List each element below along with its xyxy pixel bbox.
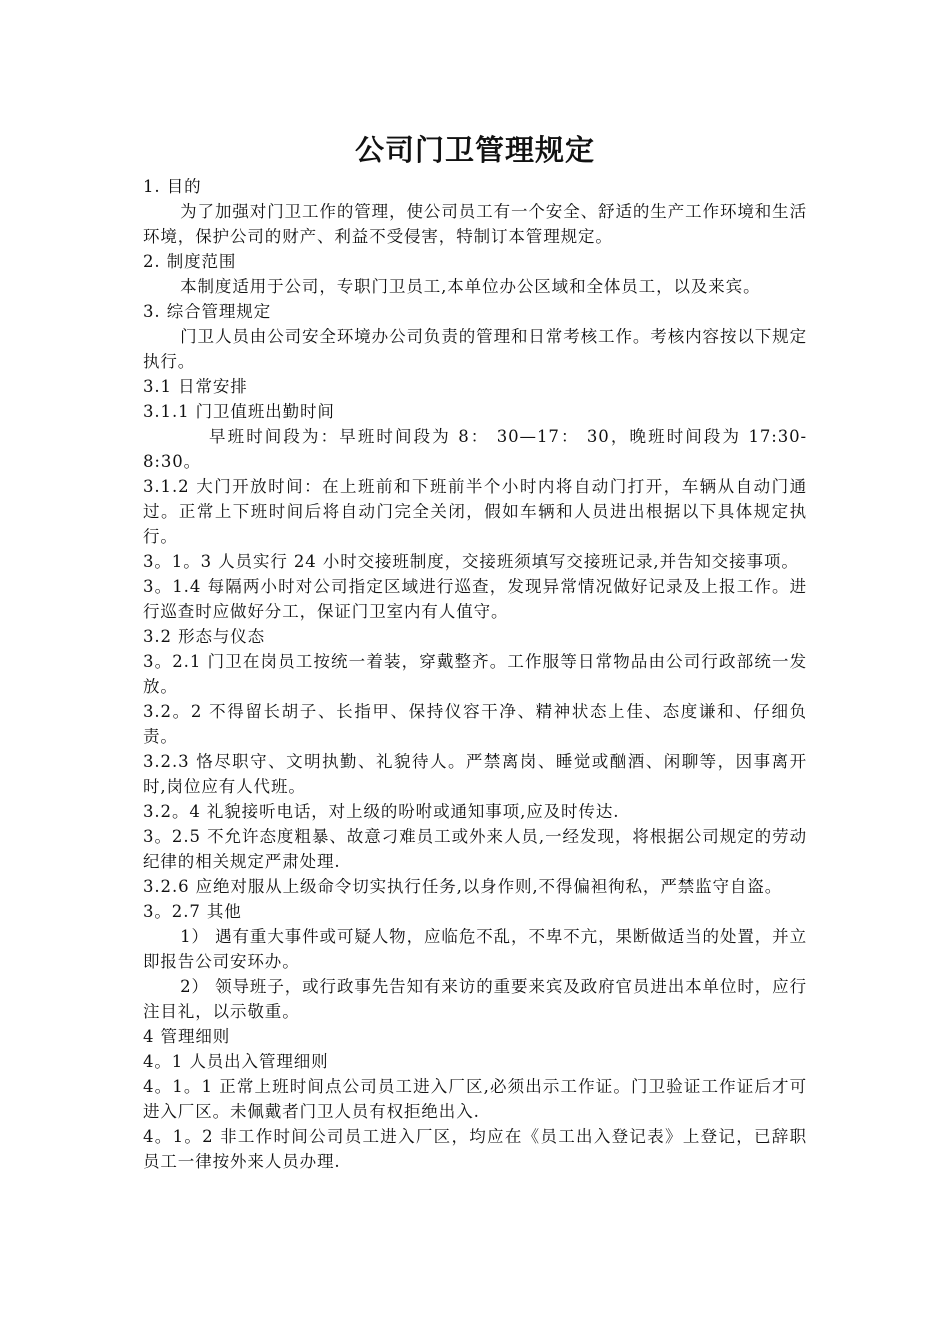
section-heading: 1. 目的: [143, 177, 202, 196]
clause-paragraph: 3.2.3 恪尽职守、文明执勤、礼貌待人。严禁离岗、睡觉或酗酒、闲聊等，因事离开时,岗位应有人代班。: [143, 752, 807, 796]
list-item: 2） 领导班子，或行政事先告知有来访的重要来宾及政府官员进出本单位时，应行注目礼，以示敬重。: [143, 977, 807, 1021]
clause-paragraph: 3.1.2 大门开放时间：在上班前和下班前半个小时内将自动门打开，车辆从自动门通过。正常上下班时间后将自动门完全关闭，假如车辆和人员进出根据以下具体规定执行。: [143, 477, 807, 546]
clause-heading: 3。2.7 其他: [143, 902, 242, 921]
subsection-heading: 4。1 人员出入管理细则: [143, 1052, 329, 1071]
clause-paragraph: 3。2.5 不允许态度粗暴、故意刁难员工或外来人员,一经发现，将根据公司规定的劳动纪律的相关规定严肃处理.: [143, 827, 807, 871]
list-item: 1） 遇有重大事件或可疑人物，应临危不乱，不卑不亢，果断做适当的处置，并立即报告公司安环办。: [143, 927, 807, 971]
body-paragraph: 门卫人员由公司安全环境办公司负责的管理和日常考核工作。考核内容按以下规定执行。: [143, 327, 807, 371]
subsection-heading: 3.1.1 门卫值班出勤时间: [143, 402, 335, 421]
body-paragraph: 早班时间段为：早班时间段为 8： 30—17： 30，晚班时间段为 17:30-8:30。: [143, 427, 807, 471]
clause-paragraph: 4。1。2 非工作时间公司员工进入厂区，均应在《员工出入登记表》上登记，已辞职员工一律按外来人员办理.: [143, 1127, 807, 1171]
clause-paragraph: 3.2。4 礼貌接听电话，对上级的吩咐或通知事项,应及时传达.: [143, 802, 620, 821]
clause-paragraph: 3。1.4 每隔两小时对公司指定区域进行巡查，发现异常情况做好记录及上报工作。进行巡查时应做好分工，保证门卫室内有人值守。: [143, 577, 807, 621]
body-paragraph: 本制度适用于公司，专职门卫员工,本单位办公区域和全体员工，以及来宾。: [180, 277, 761, 296]
subsection-heading: 3.1 日常安排: [143, 377, 248, 396]
body-paragraph: 为了加强对门卫工作的管理，使公司员工有一个安全、舒适的生产工作环境和生活环境，保护公司的财产、利益不受侵害，特制订本管理规定。: [143, 202, 807, 246]
clause-paragraph: 4。1。1 正常上班时间点公司员工进入厂区,必须出示工作证。门卫验证工作证后才可进入厂区。未佩戴者门卫人员有权拒绝出入.: [143, 1077, 807, 1121]
subsection-heading: 3.2 形态与仪态: [143, 627, 266, 646]
document-body: [143, 174, 807, 1174]
clause-paragraph: 3.2.6 应绝对服从上级命令切实执行任务,以身作则,不得偏袒徇私，严禁监守自盗。: [143, 877, 783, 896]
document-title: 公司门卫管理规定: [354, 133, 595, 167]
section-heading: 2. 制度范围: [143, 252, 237, 271]
section-heading: 3. 综合管理规定: [143, 302, 272, 321]
section-heading: 4 管理细则: [143, 1027, 231, 1046]
clause-paragraph: 3。1。3 人员实行 24 小时交接班制度，交接班须填写交接班记录,并告知交接事项。: [143, 552, 799, 571]
clause-paragraph: 3.2。2 不得留长胡子、长指甲、保持仪容干净、精神状态上佳、态度谦和、仔细负责。: [143, 702, 807, 746]
clause-paragraph: 3。2.1 门卫在岗员工按统一着装，穿戴整齐。工作服等日常物品由公司行政部统一发放。: [143, 652, 807, 696]
